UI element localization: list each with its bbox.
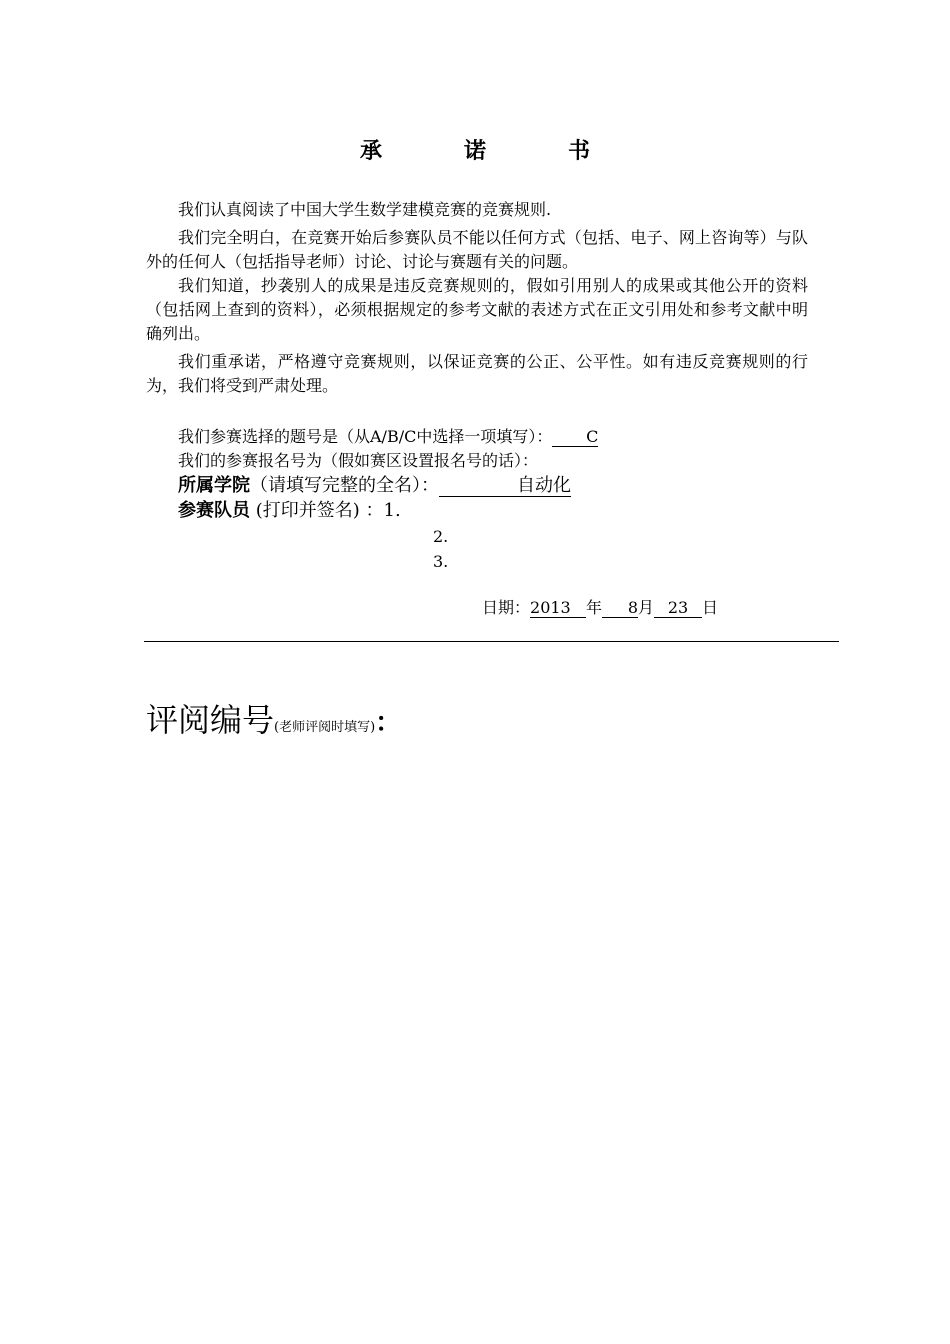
paragraph-4: 我们重承诺，严格遵守竞赛规则，以保证竞赛的公正、公平性。如有违反竞赛规则的行为，我们将受到严肃处理。 xyxy=(146,352,808,395)
problem-line xyxy=(178,426,598,448)
problem-label: 我们参赛选择的题号是（从A/B/C中选择一项填写）： xyxy=(178,427,553,446)
date-day-unit: 日 xyxy=(702,598,719,617)
grading-title: 评阅编号 xyxy=(146,701,275,739)
members-line xyxy=(178,499,401,523)
date-day: 23 xyxy=(654,599,702,618)
grading-heading xyxy=(146,700,401,748)
signup-label: 我们的参赛报名号为（假如赛区设置报名号的话）： xyxy=(178,451,539,470)
member-number-2: 2. xyxy=(433,527,449,546)
paragraph-1: 我们认真阅读了中国大学生数学建模竞赛的竞赛规则. xyxy=(178,200,552,219)
signup-line xyxy=(178,450,538,472)
date-month: 8 xyxy=(602,599,638,618)
problem-value: C xyxy=(552,428,598,447)
divider xyxy=(144,641,839,642)
page-title: 承 诺 书 xyxy=(359,138,620,164)
college-value: 自动化 xyxy=(439,476,571,497)
date-month-unit: 月 xyxy=(638,598,655,617)
grading-colon: ： xyxy=(375,708,402,738)
college-line xyxy=(178,474,571,498)
members-label-bold: 参赛队员 xyxy=(178,500,250,521)
date-year: 2013 xyxy=(530,599,586,618)
paragraph-3: 我们知道，抄袭别人的成果是违反竞赛规则的，假如引用别人的成果或其他公开的资料（包括网上查到的资料），必须根据规定的参考文献的表述方式在正文引用处和参考文献中明确列出。 xyxy=(146,276,808,343)
date-line xyxy=(482,597,718,619)
member-number-1: 1. xyxy=(383,500,401,521)
grading-note: (老师评阅时填写) xyxy=(274,720,376,735)
members-label-rest: (打印并签名) ： xyxy=(250,500,384,521)
date-label: 日期： xyxy=(482,598,531,617)
paragraph-2: 我们完全明白，在竞赛开始后参赛队员不能以任何方式（包括、电子、网上咨询等）与队外的任何人（包括指导老师）讨论、讨论与赛题有关的问题。 xyxy=(146,228,808,271)
date-year-unit: 年 xyxy=(586,598,603,617)
college-label-rest: （请填写完整的全名）： xyxy=(250,475,439,496)
member-number-3: 3. xyxy=(433,552,449,571)
college-label-bold: 所属学院 xyxy=(178,475,250,496)
